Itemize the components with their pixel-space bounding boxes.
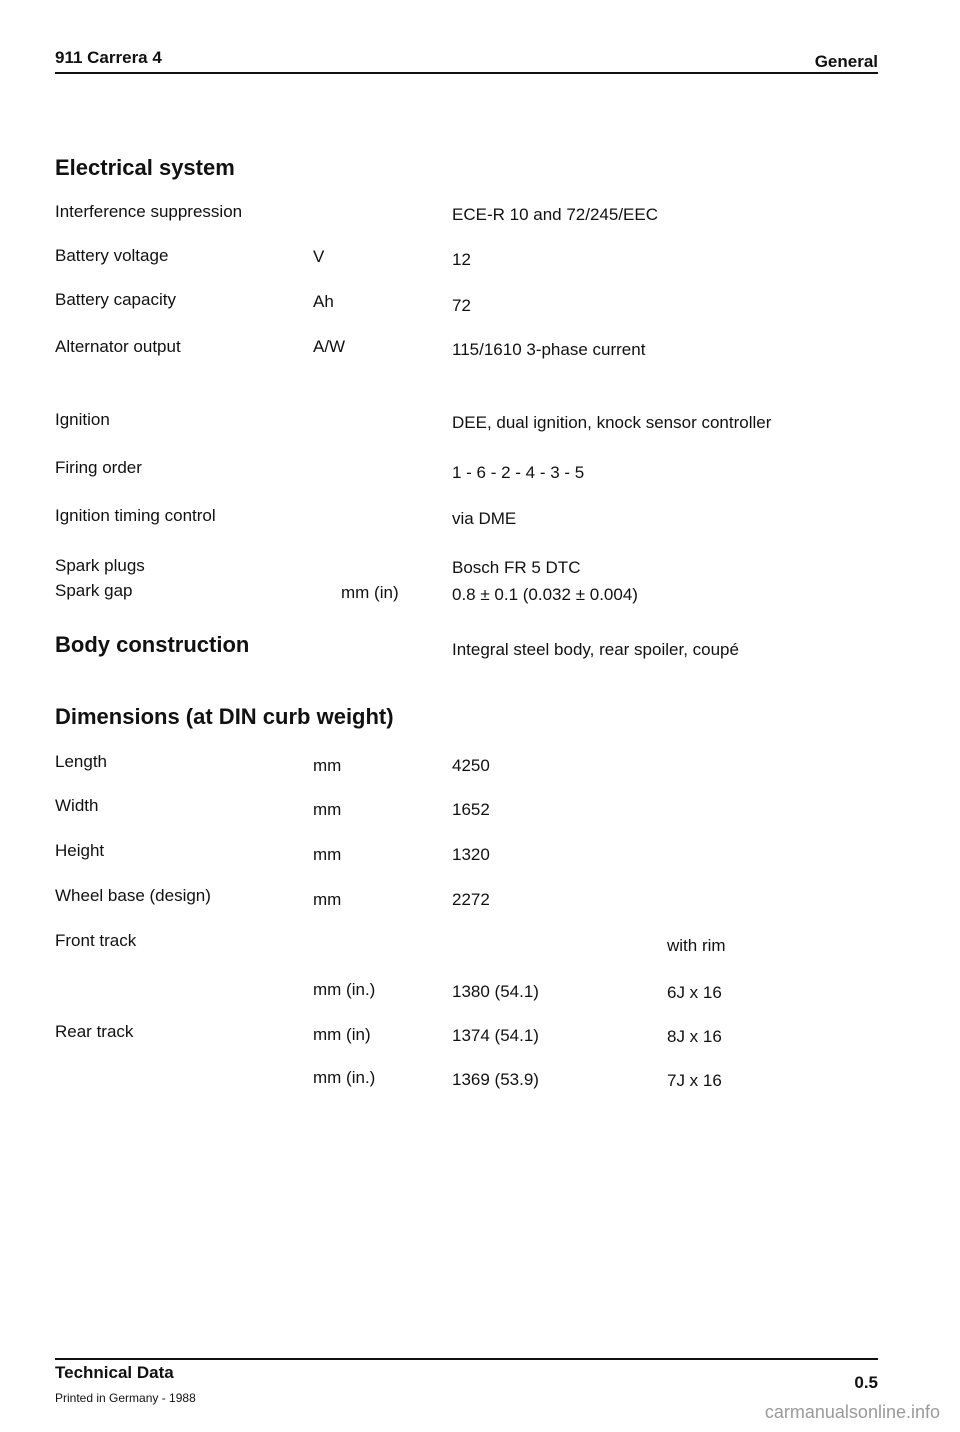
row-label: Firing order [55, 458, 142, 477]
row-value: Bosch FR 5 DTC [452, 558, 581, 577]
row-value: 1652 [452, 800, 490, 819]
footer-title: Technical Data [55, 1363, 174, 1382]
front-track-value: 1380 (54.1) [452, 982, 539, 1001]
row-value: 72 [452, 296, 471, 315]
row-label: Spark gap [55, 581, 133, 600]
footer-printed: Printed in Germany - 1988 [55, 1391, 196, 1405]
rear-track-value: 1369 (53.9) [452, 1070, 539, 1089]
row-value: via DME [452, 509, 517, 528]
row-unit: A/W [313, 337, 346, 356]
page-number: 0.5 [854, 1373, 878, 1392]
row-unit: mm [313, 845, 342, 864]
row-unit: mm (in) [341, 583, 399, 602]
row-value: DEE, dual ignition, knock sensor controller [452, 413, 772, 432]
header-section: General [814, 52, 878, 71]
row-unit: V [313, 247, 325, 266]
section-title-dimensions: Dimensions (at DIN curb weight) [55, 704, 394, 729]
row-label: Battery voltage [55, 246, 169, 265]
row-value: 1 - 6 - 2 - 4 - 3 - 5 [452, 463, 585, 482]
rear-track-unit: mm (in) [313, 1025, 371, 1044]
row-unit: mm [313, 756, 342, 775]
row-label: Battery capacity [55, 290, 176, 309]
front-track-unit: mm (in.) [313, 980, 376, 999]
row-label: Width [55, 796, 99, 815]
rear-track-rim: 8J x 16 [667, 1027, 722, 1046]
row-label: Wheel base (design) [55, 886, 211, 905]
rear-track-unit: mm (in.) [313, 1068, 376, 1087]
rear-track-value: 1374 (54.1) [452, 1026, 539, 1045]
row-unit: mm [313, 890, 342, 909]
section-title-electrical: Electrical system [55, 155, 235, 180]
row-label: Height [55, 841, 105, 860]
body-value: Integral steel body, rear spoiler, coupé [452, 640, 739, 659]
with-rim-header: with rim [667, 936, 726, 955]
row-value: 12 [452, 250, 471, 269]
row-label: Spark plugs [55, 556, 145, 575]
header-model: 911 Carrera 4 [55, 48, 162, 67]
section-title-body: Body construction [55, 632, 250, 657]
rear-track-label: Rear track [55, 1022, 134, 1041]
row-label: Ignition timing control [55, 506, 216, 525]
row-label: Alternator output [55, 337, 181, 356]
front-track-label: Front track [55, 931, 137, 950]
row-label: Length [55, 752, 107, 771]
row-unit: Ah [313, 292, 334, 311]
row-label: Ignition [55, 410, 110, 429]
row-unit: mm [313, 800, 342, 819]
footer-rule [55, 1358, 878, 1360]
watermark-text: carmanualsonline.info [764, 1402, 940, 1422]
row-label: Interference suppression [55, 202, 243, 221]
row-value: ECE-R 10 and 72/245/EEC [452, 205, 659, 224]
front-track-rim: 6J x 16 [667, 983, 722, 1002]
row-value: 4250 [452, 756, 490, 775]
row-value: 1320 [452, 845, 490, 864]
row-value: 2272 [452, 890, 490, 909]
rear-track-rim: 7J x 16 [667, 1071, 722, 1090]
row-value: 0.8 ± 0.1 (0.032 ± 0.004) [452, 585, 638, 604]
row-value: 115/1610 3-phase current [452, 340, 646, 359]
header-rule [55, 72, 878, 74]
